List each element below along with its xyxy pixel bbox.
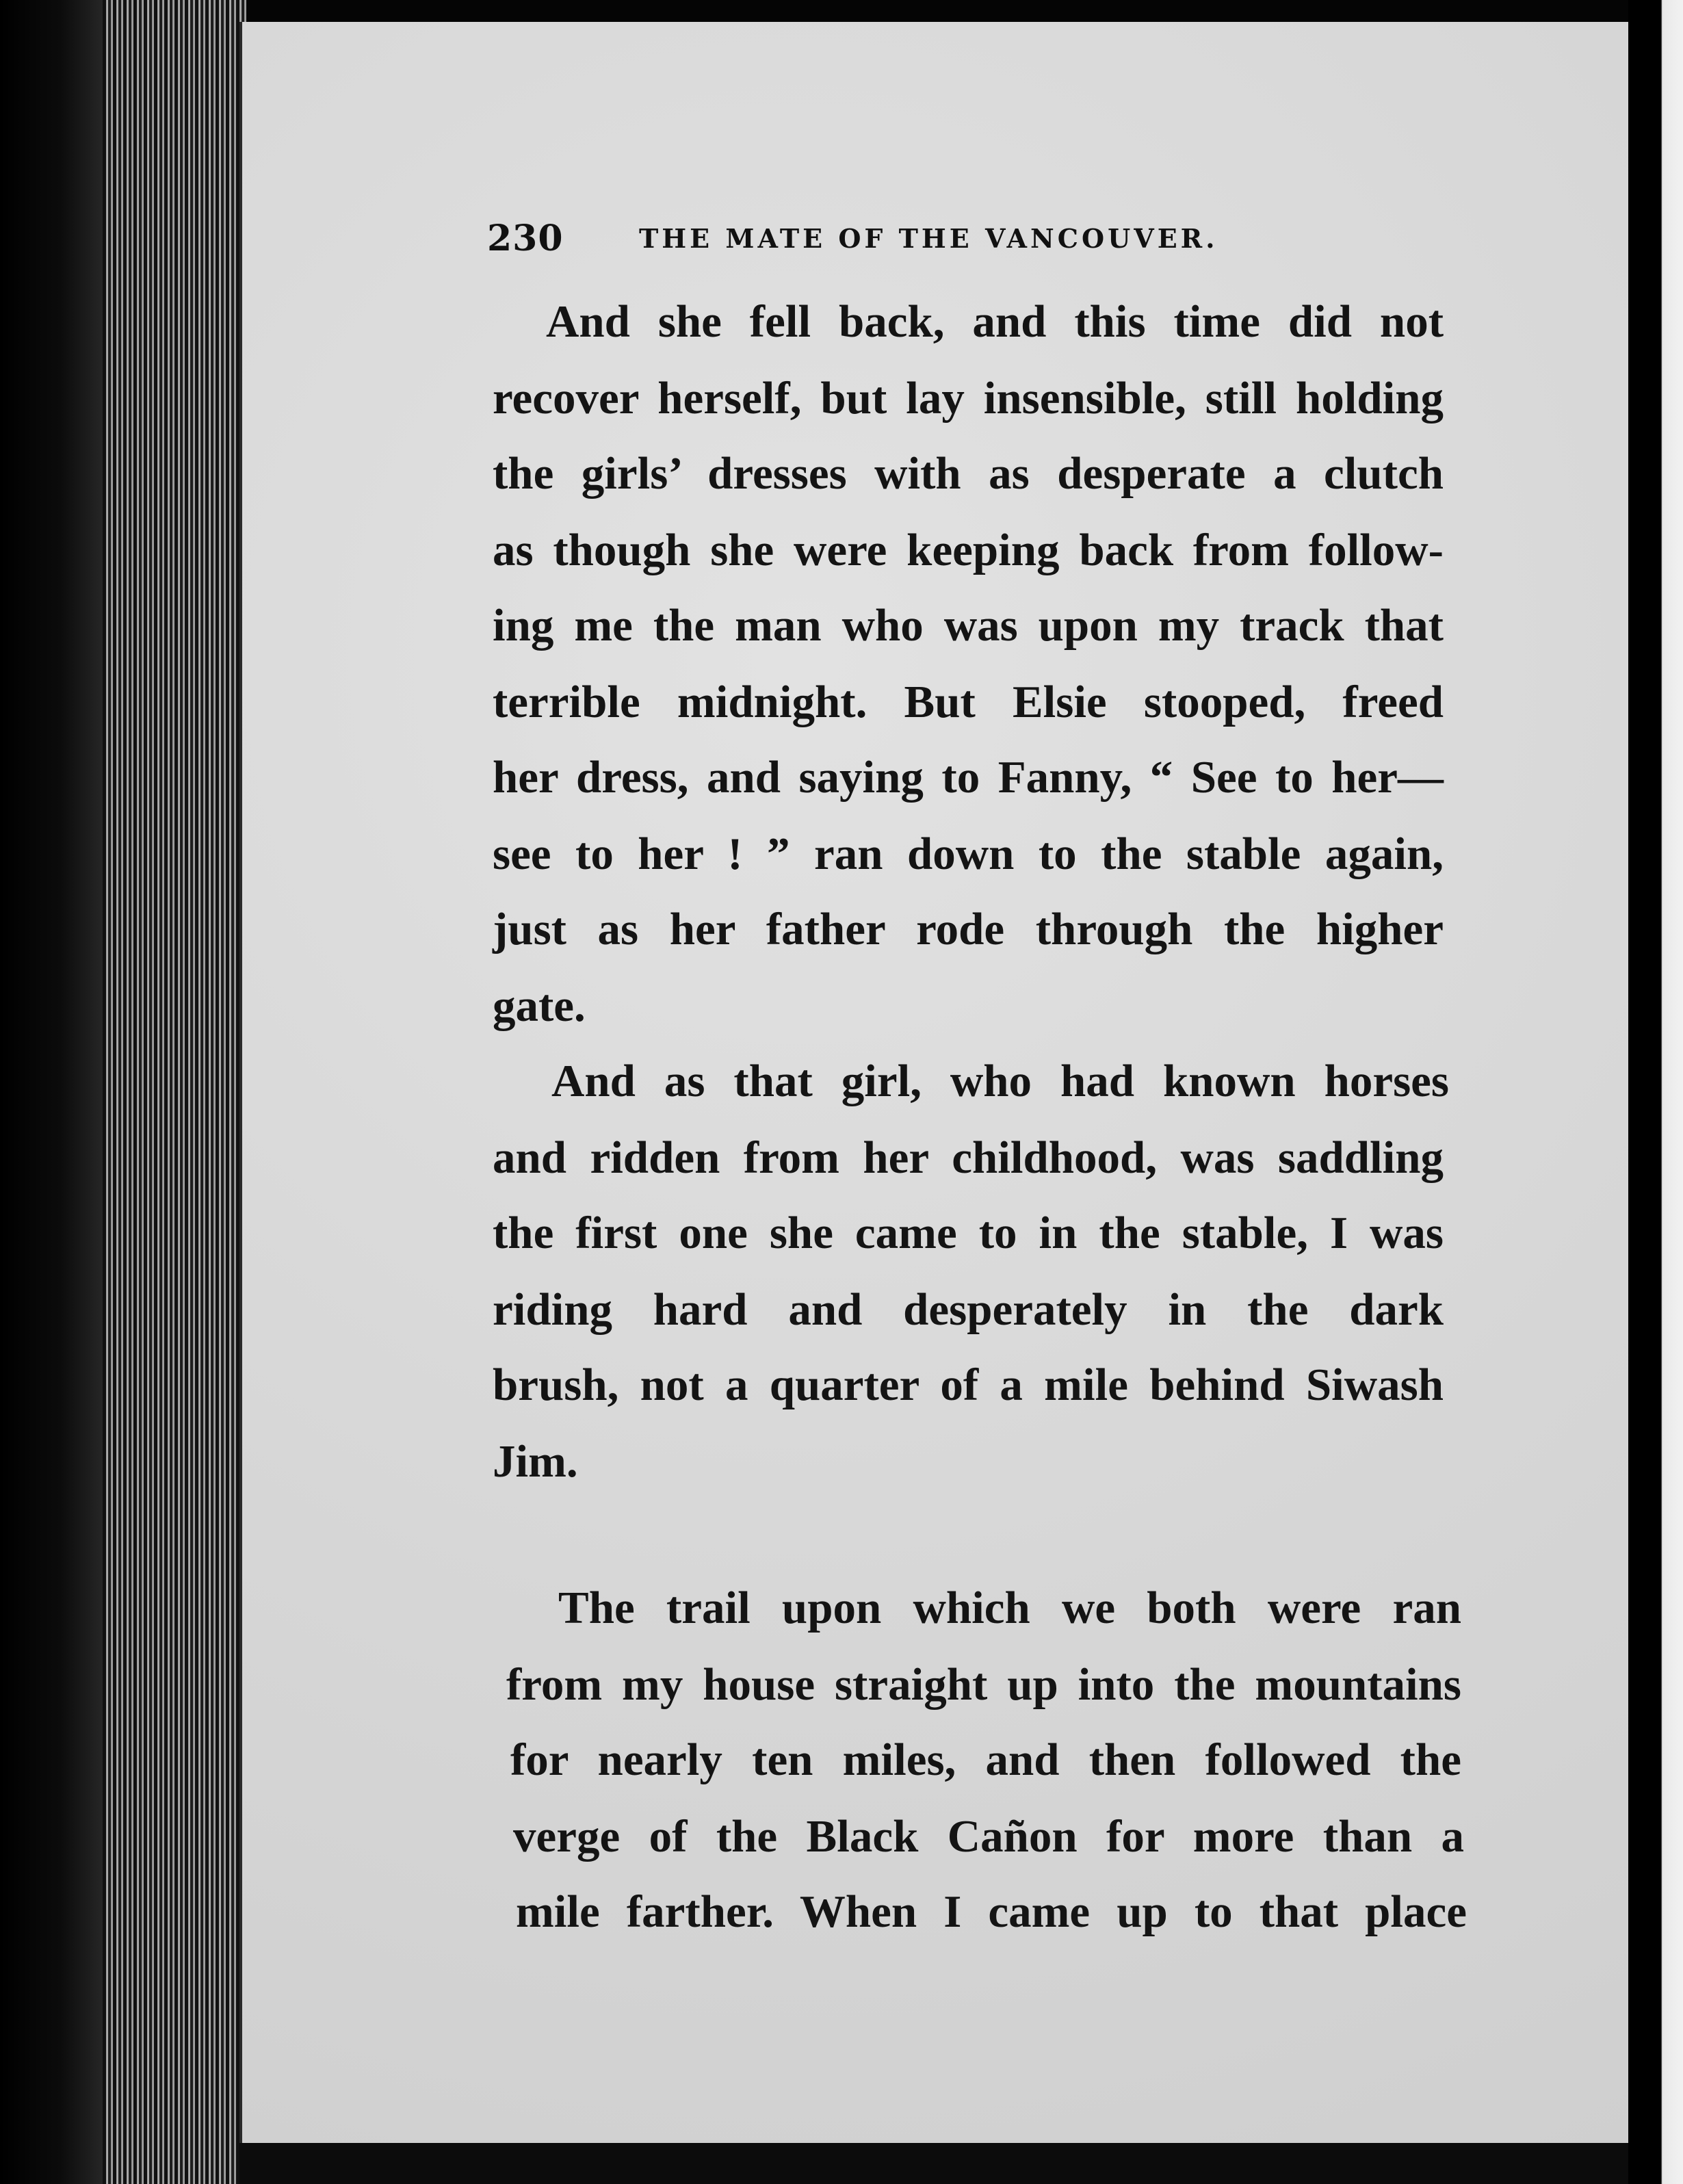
- text-line: The trail upon which we both were ran: [558, 1583, 1461, 1633]
- text-line: just as her father rode through the higher: [493, 904, 1444, 954]
- text-line: riding hard and desperately in the dark: [493, 1284, 1444, 1335]
- text-line: gate.: [493, 980, 586, 1031]
- text-line: the first one she came to in the stable, I was: [493, 1208, 1444, 1258]
- text-line: the girls’ dresses with as desperate a clutch: [493, 448, 1444, 499]
- text-line: her dress, and saying to Fanny, “ See to her—: [493, 752, 1444, 803]
- running-head: THE MATE OF THE VANCOUVER.: [639, 223, 1218, 254]
- text-line: ing me the man who was upon my track that: [493, 600, 1444, 651]
- text-line: mile farther. When I came up to that place: [516, 1886, 1467, 1937]
- text-line: see to her ! ” ran down to the stable again,: [493, 829, 1444, 879]
- bottom-shadow: [239, 2143, 1628, 2184]
- text-line: terrible midnight. But Elsie stooped, freed: [493, 677, 1444, 727]
- stacked-page-edges: [103, 0, 246, 2184]
- text-line: for nearly ten miles, and then followed the: [510, 1734, 1461, 1785]
- book-spine-shadow: [0, 0, 109, 2184]
- text-line: And she fell back, and this time did not: [546, 296, 1444, 347]
- text-line: brush, not a quarter of a mile behind Siwash: [493, 1360, 1444, 1410]
- text-line: as though she were keeping back from follow-: [493, 525, 1444, 575]
- page-header: [487, 218, 1308, 259]
- text-line: verge of the Black Cañon for more than a: [513, 1811, 1464, 1862]
- text-line: and ridden from her childhood, was saddling: [493, 1132, 1444, 1183]
- right-page-edge: [1628, 0, 1683, 2184]
- page-number: 230: [487, 218, 564, 259]
- text-line: And as that girl, who had known horses: [551, 1056, 1449, 1106]
- text-line: recover herself, but lay insensible, still holding: [493, 373, 1444, 424]
- text-line: from my house straight up into the mountains: [506, 1659, 1461, 1710]
- text-line: Jim.: [493, 1436, 578, 1487]
